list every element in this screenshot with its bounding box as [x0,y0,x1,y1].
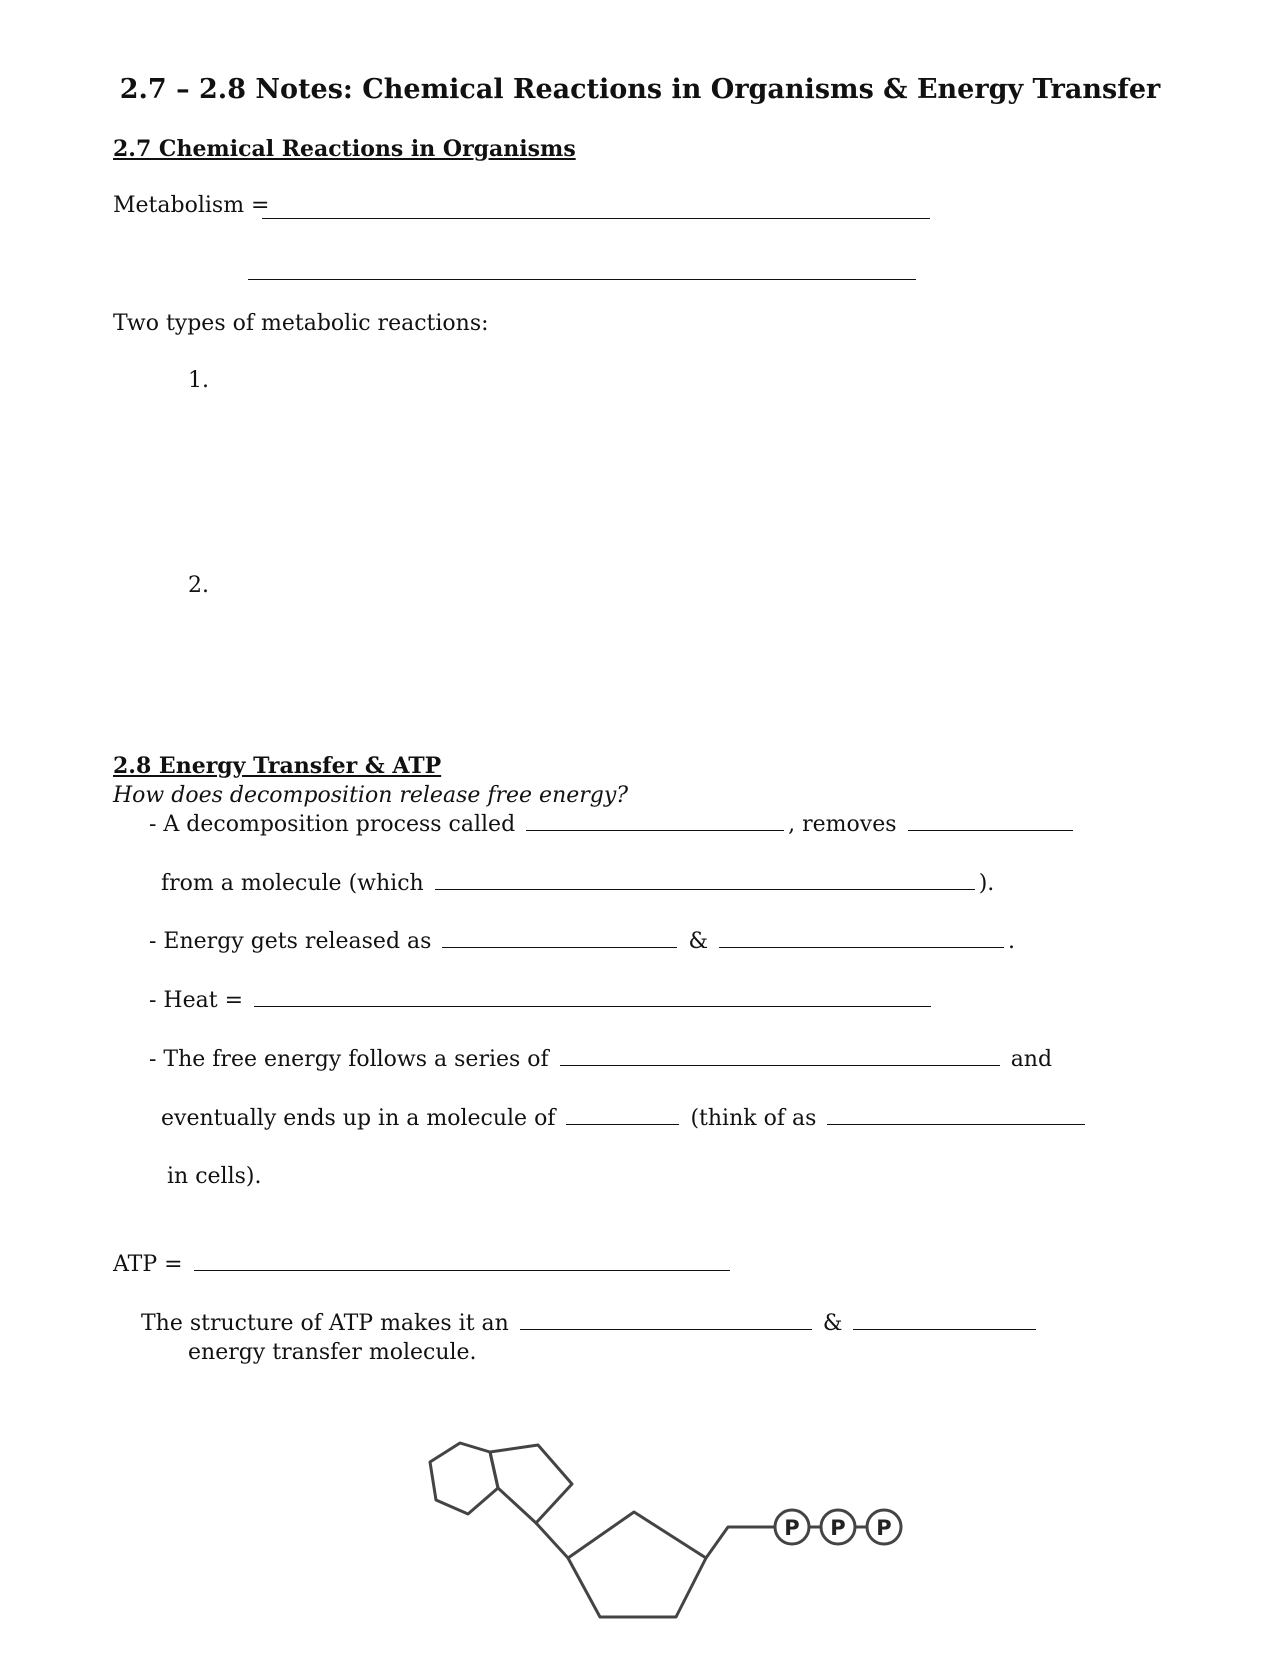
adenine-hexagon-ring [430,1443,498,1514]
structure-blank-2[interactable] [853,1311,1036,1330]
question-text: How does decomposition release free energy? [113,783,629,808]
atp-blank[interactable] [194,1252,730,1271]
which-blank[interactable] [435,871,975,890]
metabolism-blank-2[interactable] [248,279,916,280]
ribose-pentagon [568,1512,706,1617]
phosphate-group [775,1510,901,1544]
structure-ampersand: & [822,1311,843,1336]
removes-text: , removes [788,812,897,837]
line-from-molecule [161,871,994,896]
think-of-text: (think of as [690,1106,817,1131]
line-ends-up [161,1106,1089,1131]
section-heading-2-7: 2.7 Chemical Reactions in Organisms [113,136,576,162]
two-types-text: Two types of metabolic reactions: [113,311,489,336]
line-structure [141,1311,1040,1336]
period-text: . [1008,929,1016,954]
line-energy-released [149,929,1015,954]
decomposition-blank[interactable] [526,812,784,831]
energy-released-text: - Energy gets released as [149,929,432,954]
page-title: 2.7 – 2.8 Notes: Chemical Reactions in Organisms & Energy Transfer [119,74,1161,105]
line-heat [149,988,935,1013]
phosphate-label-3: P [876,1516,892,1540]
atp-label: ATP = [113,1252,183,1277]
list-item-2: 2. [188,573,209,598]
base-sugar-bond [536,1523,568,1558]
series-blank[interactable] [560,1047,1000,1066]
molecule-blank[interactable] [566,1106,679,1125]
adenine-pentagon-ring [490,1445,572,1523]
in-cells-text: in cells). [167,1164,262,1189]
atp-molecule-diagram [420,1420,940,1620]
energy-blank-2[interactable] [719,929,1004,948]
heat-blank[interactable] [254,988,931,1007]
ampersand-text: & [688,929,709,954]
close-paren-text: ). [978,871,995,896]
metabolism-label: Metabolism = [113,193,270,218]
phosphate-label-1: P [784,1516,800,1540]
structure-text: The structure of ATP makes it an [141,1311,509,1336]
energy-blank-1[interactable] [442,929,677,948]
list-item-1: 1. [188,368,209,393]
structure-continuation: energy transfer molecule. [188,1340,477,1365]
free-energy-text: - The free energy follows a series of [149,1047,549,1072]
section-heading-2-8: 2.8 Energy Transfer & ATP [113,753,442,779]
ends-up-text: eventually ends up in a molecule of [161,1106,556,1131]
heat-text: - Heat = [149,988,244,1013]
line-atp [113,1252,734,1277]
metabolism-blank-1[interactable] [262,218,930,219]
and-text: and [1010,1047,1053,1072]
phosphate-label-2: P [830,1516,846,1540]
line-free-energy [149,1047,1052,1072]
decomposition-text: - A decomposition process called [149,812,516,837]
structure-blank-1[interactable] [520,1311,812,1330]
think-of-blank[interactable] [827,1106,1085,1125]
removes-blank[interactable] [908,812,1073,831]
line-decomposition [149,812,1077,837]
from-molecule-text: from a molecule (which [161,871,424,896]
